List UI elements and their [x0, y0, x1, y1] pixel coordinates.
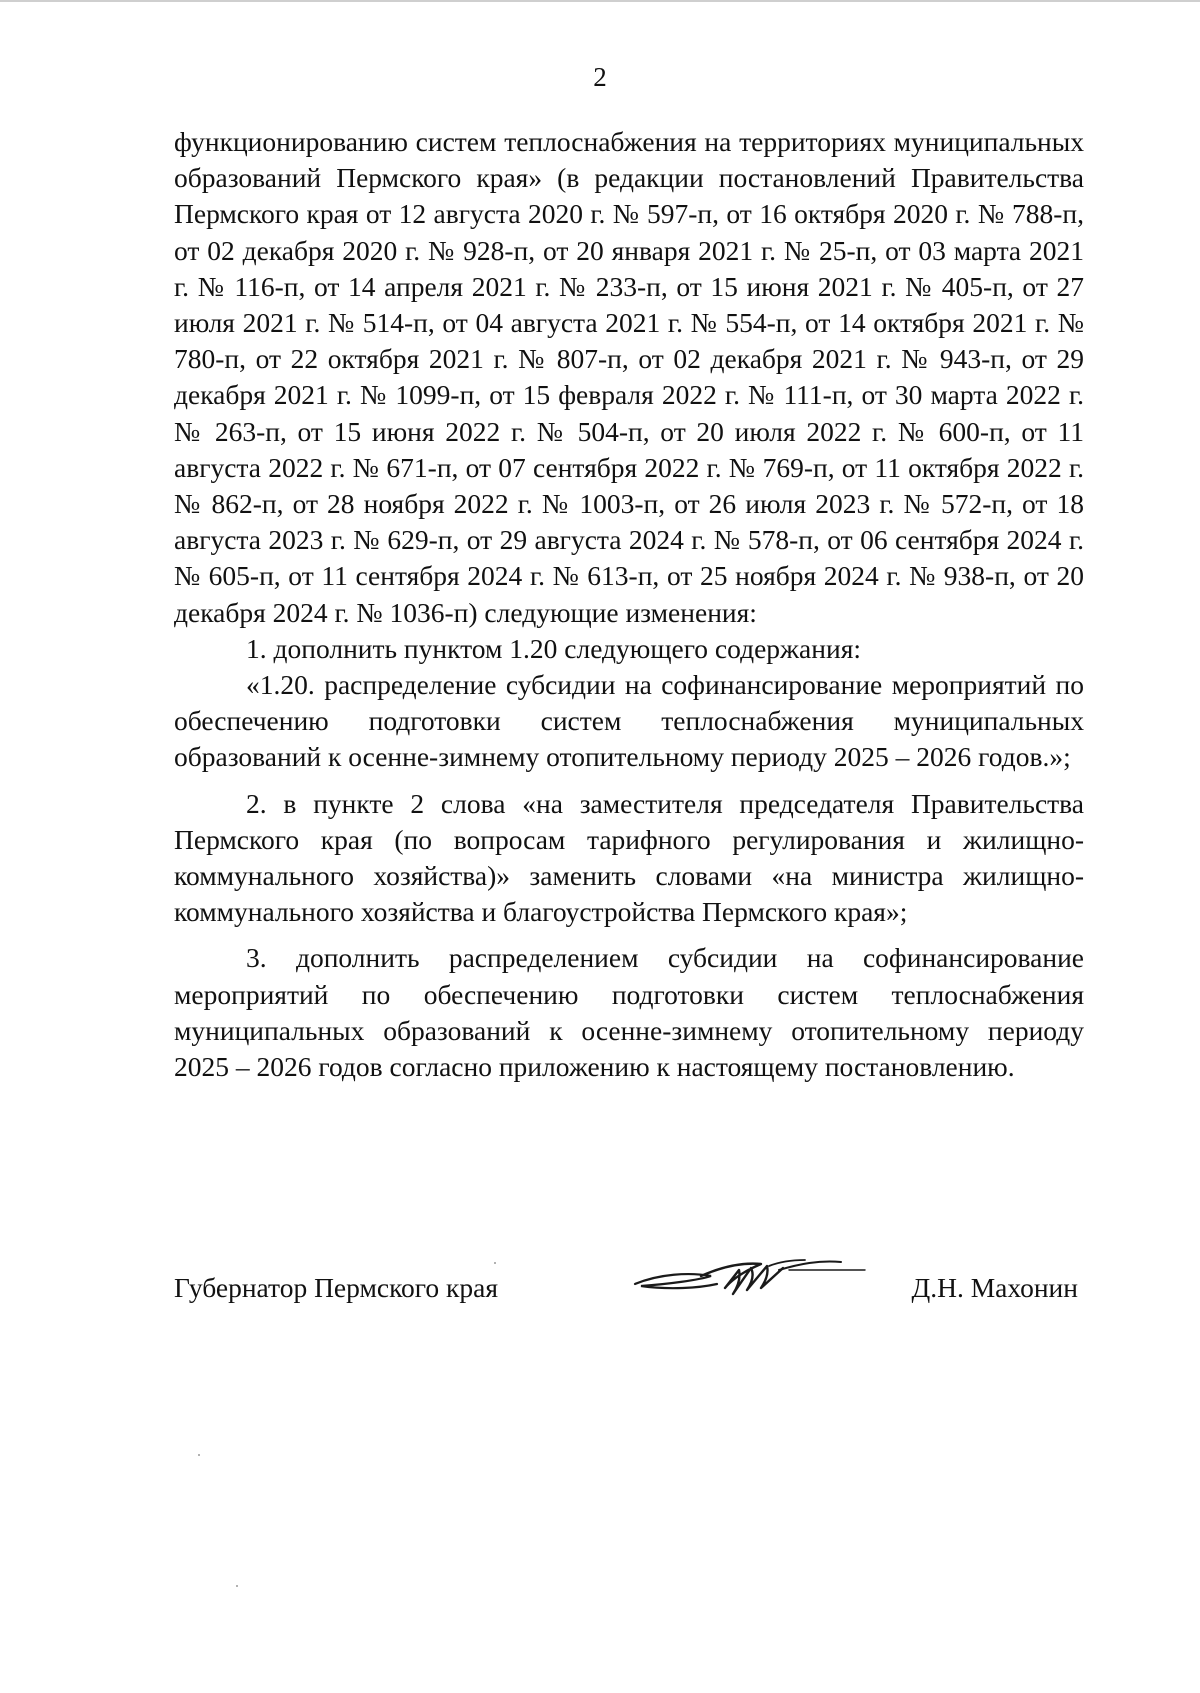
signer-name: Д.Н. Махонин	[911, 1272, 1078, 1303]
signature-block	[174, 1272, 1084, 1332]
handwritten-signature	[629, 1250, 869, 1310]
document-body	[174, 124, 1084, 1085]
scan-edge	[0, 0, 1200, 2]
scan-speck	[198, 1454, 200, 1456]
paragraph-item-3: 3. дополнить распределением субсидии на софинансирование мероприятий по обеспечению подготовки систем теплоснабжения муниципальных образований к осенне-зимнему отопительному периоду 2025 – 2026 годов согласно приложению к настоящему постановлению.	[174, 942, 1084, 1083]
paragraph-amendments-intro: функционированию систем теплоснабжения на территориях муниципальных образований Пермского края» (в редакции постановлений Правительства Пермского края от 12 августа 2020 г. № 597-п, от 16 октября 2020 г. № 788-п, от 02 декабря 2020 г. № 928-п, от 20 января 2021 г. № 25-п, от 03 марта 2021 г. № 116-п, от 14 апреля 2021 г. № 233-п, от 15 июня 2021 г. № 405-п, от 27 июля 2021 г. № 514-п, от 04 августа 2021 г. № 554-п, от 14 октября 2021 г. № 780-п, от 22 октября 2021 г. № 807-п, от 02 декабря 2021 г. № 943-п, от 29 декабря 2021 г. № 1099-п, от 15 февраля 2022 г. № 111-п, от 30 марта 2022 г. № 263-п, от 15 июня 2022 г. № 504-п, от 20 июля 2022 г. № 600-п, от 11 августа 2022 г. № 671-п, от 07 сентября 2022 г. № 769-п, от 11 октября 2022 г. № 862-п, от 28 ноября 2022 г. № 1003-п, от 26 июля 2023 г. № 572-п, от 18 августа 2023 г. № 629-п, от 29 августа 2024 г. № 578-п, от 06 сентября 2024 г. № 605-п, от 11 сентября 2024 г. № 613-п, от 25 ноября 2024 г. № 938-п, от 20 декабря 2024 г. № 1036-п) следующие изменения:	[174, 126, 1084, 628]
page-number: 2	[593, 62, 607, 92]
scan-speck	[236, 1585, 238, 1587]
paragraph-item-2: 2. в пункте 2 слова «на заместителя председателя Правительства Пермского края (по вопросам тарифного регулирования и жилищно-коммунального хозяйства)» заменить словами «на министра жилищно-коммунального хозяйства и благоустройства Пермского края»;	[174, 787, 1084, 928]
paragraph-item-1-20: «1.20. распределение субсидии на софинансирование мероприятий по обеспечению подготовки систем теплоснабжения муниципальных образований к осенне-зимнему отопительному периоду 2025 – 2026 годов.»;	[174, 669, 1084, 773]
scan-speck	[494, 1262, 496, 1264]
signer-title: Губернатор Пермского края	[174, 1272, 498, 1303]
paragraph-item-1: 1. дополнить пунктом 1.20 следующего содержания:	[246, 632, 861, 664]
